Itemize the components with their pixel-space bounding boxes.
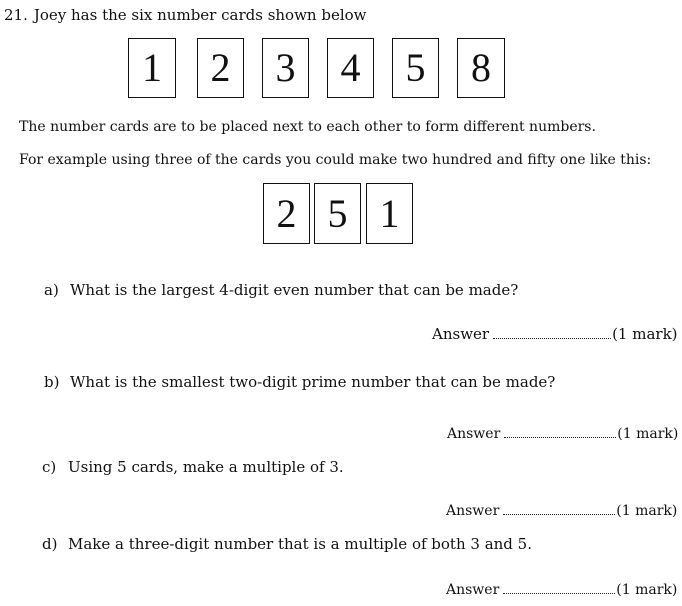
part-b-letter: b) [44, 373, 60, 391]
number-card-1: 1 [128, 38, 176, 98]
number-card-5: 5 [392, 38, 439, 98]
part-a-answer-line [432, 325, 678, 343]
instruction-line-1: The number cards are to be placed next to each other to form different numbers. [19, 119, 596, 135]
part-d-answer-line [446, 582, 677, 598]
part-d-question [42, 535, 532, 553]
part-a-letter: a) [44, 281, 59, 299]
part-c-mark: (1 mark) [616, 503, 678, 519]
part-a-answer-label: Answer [432, 325, 490, 343]
number-card-8: 8 [457, 38, 505, 98]
part-d-letter: d) [42, 535, 58, 553]
question-intro: Joey has the six number cards shown below [33, 6, 367, 24]
part-c-text: Using 5 cards, make a multiple of 3. [68, 458, 344, 476]
number-card-4: 4 [327, 38, 374, 98]
example-card-1: 1 [366, 183, 413, 244]
part-b-mark: (1 mark) [617, 426, 679, 442]
part-c-answer-field[interactable] [503, 513, 615, 515]
part-b-answer-line [447, 426, 678, 442]
part-b-text: What is the smallest two-digit prime number that can be made? [70, 373, 556, 391]
part-c-answer-line [446, 503, 677, 519]
part-c-letter: c) [42, 458, 57, 476]
question-number: 21. [4, 6, 28, 24]
part-a-answer-field[interactable] [493, 337, 611, 339]
part-c-question [42, 458, 344, 476]
question-header [4, 6, 367, 24]
number-card-2: 2 [197, 38, 244, 98]
example-card-2: 2 [263, 183, 310, 244]
part-a-text: What is the largest 4-digit even number that can be made? [70, 281, 519, 299]
part-d-mark: (1 mark) [616, 582, 678, 598]
part-a-question [44, 281, 518, 299]
part-b-answer-label: Answer [447, 426, 501, 442]
part-d-answer-label: Answer [446, 582, 500, 598]
number-card-3: 3 [262, 38, 309, 98]
part-d-answer-field[interactable] [503, 592, 615, 594]
part-c-answer-label: Answer [446, 503, 500, 519]
part-b-answer-field[interactable] [504, 436, 616, 438]
example-card-5: 5 [314, 183, 361, 244]
instruction-line-2: For example using three of the cards you could make two hundred and fifty one like this: [19, 152, 652, 168]
part-d-text: Make a three-digit number that is a multiple of both 3 and 5. [68, 535, 532, 553]
part-b-question [44, 373, 555, 391]
part-a-mark: (1 mark) [612, 325, 678, 343]
